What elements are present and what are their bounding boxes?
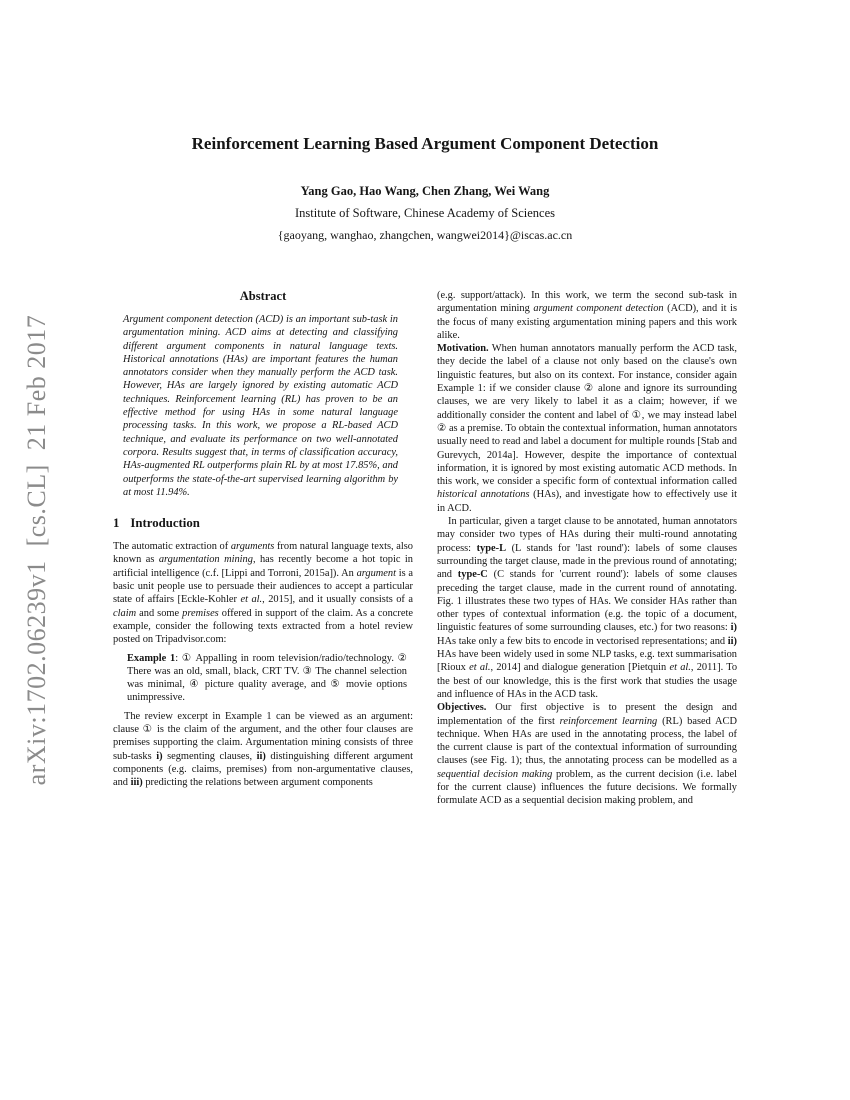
paper-header — [0, 134, 850, 243]
left-column — [113, 289, 413, 808]
continuation-paragraph: (e.g. support/attack). In this work, we term the second sub-task in argumentation mining argument component detection (ACD), and it is the focus of many existing argumentation mining papers and this work alike. — [437, 290, 738, 341]
objectives-paragraph: Objectives. Our first objective is to present the design and implementation of the first reinforcement learning (RL) based ACD technique. When HAs are used in the annotating process, the label of the current clause is part of the contextual information of surrounding clauses (see Fig. 1); thus, the annotating process can be modelled as a sequential decision making problem, as the current decision (i.e. label for the current clause) influences the future decisions. We formally formulate ACD as a sequential decision making problem, and — [437, 702, 737, 807]
section-title: Introduction — [130, 516, 200, 531]
paper-authors: Yang Gao, Hao Wang, Chen Zhang, Wei Wang — [300, 184, 550, 198]
two-column-body — [113, 289, 737, 808]
section-heading-introduction — [113, 516, 413, 531]
arxiv-sidebar-label: arXiv:1702.06239v1 [cs.CL] 21 Feb 2017 — [22, 314, 51, 786]
paper-emails: {gaoyang, wanghao, zhangchen, wangwei2014}@iscas.ac.cn — [277, 228, 573, 242]
in-particular-paragraph: In particular, given a target clause to be annotated, human annotators may consider two types of HAs during their multi-round annotating process: type-L (L stands for 'last round'): labels of some clauses surrounding the target clause, made in the previous round of annotating; and type-C (C stands for 'current round'): labels of some clauses preceding the target clause, made in the current round of annotating. Fig. 1 illustrates these two types of HAs. We consider HAs rather than other types of contextual information (e.g. the topic of a document, linguistic features of some surrounding clauses, etc.) for two reasons: i) HAs take only a few bits to encode in vectorised representations; and ii) HAs have been widely used in some NLP tasks, e.g. text summarisation [Rioux et al., 2014] and dialogue generation [Pietquin et al., 2011]. To the best of our knowledge, this is the first work that studies the usage and influence of HAs in the ACD task. — [437, 516, 738, 700]
abstract-heading: Abstract — [239, 289, 287, 303]
paper-affiliation: Institute of Software, Chinese Academy of Sciences — [295, 206, 555, 220]
paper-title: Reinforcement Learning Based Argument Component Detection — [191, 134, 659, 153]
motivation-paragraph: Motivation. When human annotators manually perform the ACD task, they decide the label of a clause not only based on the clause's own linguistic features, but also on its context. For instance, consider again Example 1: if we consider clause ② alone and ignore its surrounding clauses, we are very likely to label it as a claim; however, if we additionally consider the content and label of ①, we may instead label ② as a premise. To obtain the contextual information, human annotators usually need to read and label a document for multiple rounds [Stab and Gurevych, 2014a]. However, despite the importance of contextual information, it is ignored by most existing automatic ACD methods. In this work, we consider a specific form of contextual information called historical annotations (HAs), and investigate how to effectively use it in ACD. — [437, 343, 737, 514]
intro-paragraph-1: The automatic extraction of arguments from natural language texts, also known as argumentation mining, has recently become a hot topic in artificial intelligence (c.f. [Lippi and Torroni, 2015a]). An argument is a basic unit people use to persuade their audiences to accept a particular state of affairs [Eckle-Kohler et al., 2015], and it usually consists of a claim and some premises offered in support of the claim. As a concrete example, consider the following texts extracted from a hotel review posted on Tripadvisor.com: — [113, 541, 413, 646]
section-number: 1 — [113, 516, 120, 531]
example-1-block: Example 1: ① Appalling in room television/radio/technology. ② There was an old, small, black, CRT TV. ③ The channel selection was minimal, ④ picture quality average, and ⑤ movie options unimpressive. — [127, 652, 407, 704]
right-column — [437, 289, 737, 808]
abstract-body: Argument component detection (ACD) is an important sub-task in argumentation mining. ACD aims at detecting and classifying different argument components in natural language texts. Historical annotations (HAs) are important features the human annotators consider when they manually perform the ACD task. However, HAs are largely ignored by existing automatic ACD techniques. Reinforcement learning (RL) has proven to be an effective method for using HAs in some natural language processing tasks. In this work, we propose a RL-based ACD technique, and evaluate its performance on two well-annotated corpora. Results suggest that, in terms of classification accuracy, HAs-augmented RL outperforms plain RL by at most 17.85%, and outperforms the state-of-the-art supervised learning algorithm by at most 11.94%. — [123, 314, 398, 498]
intro-paragraph-2: The review excerpt in Example 1 can be viewed as an argument: clause ① is the claim of the argument, and the other four clauses are premises supporting the claim. Argumentation mining consists of three sub-tasks i) segmenting clauses, ii) distinguishing different argument components (e.g. claims, premises) from non-argumentative clauses, and iii) predicting the relations between argument components — [113, 710, 413, 789]
